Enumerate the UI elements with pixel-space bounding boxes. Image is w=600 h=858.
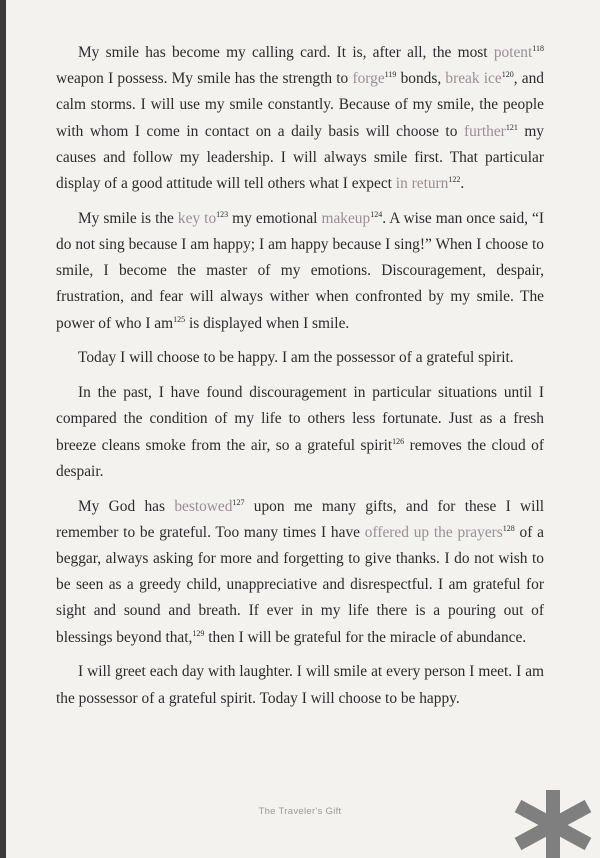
text-run: , and calm storms. I will use my smile constantly. Because of my smile, the people with whom I come in contact on a daily basis will choose to [56, 70, 544, 140]
paragraph [56, 206, 544, 337]
footnote-marker: 129 [192, 628, 205, 638]
footnote-marker: 126 [392, 436, 405, 446]
text-run: of a beggar, always asking for more and forgetting to give thanks. I do not wish to be seen as a greedy child, unappreciative and disrespectful. I am grateful for sight and sound and breath. If ever in my life there is a pouring out of blessings beyond that, [56, 523, 544, 646]
glossary-term: in return [395, 175, 449, 193]
text-run: upon me many gifts, and for these I will remember to be grateful. Too many times I have [56, 497, 544, 541]
paragraph [56, 380, 544, 485]
text-run: In the past, I have found discouragement in particular situations until I compared the condition of my life to others less fortunate. Just as a fresh breeze cleans smoke from the air, so a grateful spirit [56, 384, 544, 454]
body-text [56, 40, 544, 720]
glossary-term: potent [493, 44, 533, 61]
text-run: weapon I possess. My smile has the strength to [56, 70, 353, 88]
text-run: removes the cloud of despair. [56, 436, 544, 480]
glossary-term: makeup [321, 209, 371, 227]
footnote-marker: 121 [505, 122, 518, 132]
footnote-marker: 124 [370, 209, 383, 219]
text-run: is displayed when I smile. [185, 314, 350, 332]
footnote-marker: 119 [384, 70, 397, 80]
text-run: My smile has become my calling card. It is, after all, the most [78, 44, 494, 61]
glossary-term: further [463, 122, 506, 140]
glossary-term: key to [177, 209, 217, 227]
text-run: then I will be grateful for the miracle of abundance. [204, 628, 527, 646]
text-run: . A wise man once said, “I do not sing because I am happy; I am happy because I sing!” When I choose to smile, I become the master of my emotions. Discouragement, despair, frustration, and fear will always wither when confronted by my smile. The power of who I am [56, 209, 545, 332]
text-run: My God has [78, 497, 175, 515]
asterisk-icon [512, 788, 594, 858]
footnote-marker: 128 [502, 523, 515, 533]
footnote-marker: 118 [532, 43, 544, 53]
glossary-term: offered up the prayers [364, 523, 503, 541]
paragraph [56, 345, 544, 371]
text-run: I will greet each day with laughter. I will smile at every person I meet. I am the possessor of a grateful spirit. Today I will choose to be happy. [56, 663, 544, 707]
text-run: . [460, 175, 465, 193]
text-run: bonds, [396, 70, 446, 88]
glossary-term: forge [352, 70, 385, 88]
paragraph [56, 494, 544, 651]
page-edge-shadow [0, 0, 6, 858]
text-run: My smile is the [78, 209, 178, 227]
paragraph [56, 659, 544, 711]
text-run: Today I will choose to be happy. I am the possessor of a grateful spirit. [78, 349, 514, 367]
glossary-term: break ice [445, 70, 502, 88]
footnote-marker: 125 [173, 314, 186, 324]
footnote-marker: 122 [448, 174, 461, 184]
footnote-marker: 120 [501, 70, 514, 80]
footnote-marker: 123 [216, 209, 229, 219]
text-run: my causes and follow my leadership. I will always smile first. That particular display of a good attitude will tell others what I expect [56, 122, 545, 193]
text-run: my emotional [228, 209, 322, 227]
paragraph [56, 40, 544, 197]
footnote-marker: 127 [232, 497, 245, 507]
glossary-term: bestowed [174, 497, 233, 515]
running-footer: The Traveler's Gift [258, 806, 342, 817]
